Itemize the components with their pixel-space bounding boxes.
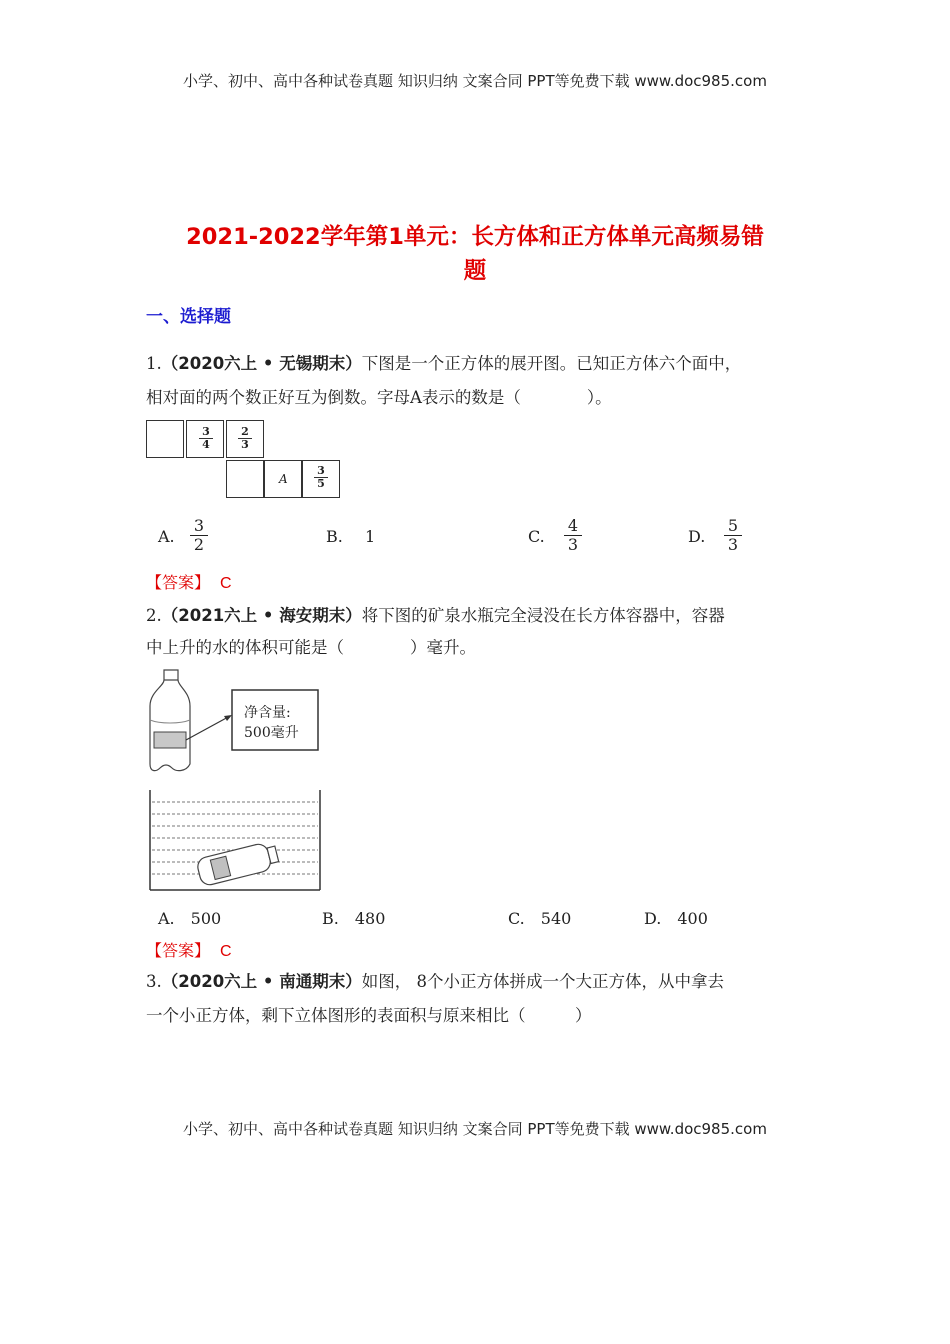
q3-number: 3.: [146, 972, 162, 991]
q1-text-1: 下图是一个正方体的展开图。已知正方体六个面中，: [361, 354, 742, 373]
page-footer: 小学、初中、高中各种试卷真题 知识归纳 文案合同 PPT等免费下载 www.doc985.com: [183, 1120, 767, 1138]
q2-answer-value: C: [220, 943, 232, 960]
bottle-label-line-2: 500毫升: [244, 725, 299, 741]
net-letter-a: A: [279, 472, 288, 486]
q2-line-2: 中上升的水的体积可能是（ ）毫升。: [146, 638, 476, 657]
q2-number: 2.: [146, 606, 162, 625]
q2-option-b: B. 480: [322, 909, 386, 928]
q1-option-c-label: C.: [528, 527, 545, 546]
q1-option-a-label: A.: [158, 527, 175, 546]
q3-text-1: 如图， 8个小正方体拼成一个大正方体，从中拿去: [361, 972, 724, 991]
bottle-label-text: [244, 703, 299, 743]
q1-option-d-fraction: $\frac{5}{3}$: [724, 517, 742, 554]
q2-option-a: A. 500: [158, 909, 222, 928]
q1-option-b-label: B.: [326, 527, 343, 546]
q2-answer-label: 【答案】: [146, 941, 211, 960]
container-figure: [146, 788, 326, 894]
q1-option-a-fraction: $\frac{3}{2}$: [190, 517, 208, 554]
page-header: 小学、初中、高中各种试卷真题 知识归纳 文案合同 PPT等免费下载 www.doc985.com: [183, 72, 767, 90]
q2-source: （2021六上 • 海安期末）: [161, 606, 362, 625]
q3-line-2: 一个小正方体，剩下立体图形的表面积与原来相比（ ）: [146, 1006, 592, 1025]
q1-option-c-fraction: $\frac{4}{3}$: [564, 517, 582, 554]
q2-answer: [146, 938, 232, 961]
q1-option-b-value: 1: [365, 527, 376, 546]
net-cell-blank: [146, 420, 184, 458]
net-fraction-1: 3 4: [199, 426, 213, 451]
net-fraction-3: 3 5: [314, 465, 328, 490]
bottle-label-figure: [146, 664, 326, 776]
q1-line-2: 相对面的两个数正好互为倒数。字母A表示的数是（ ）。: [146, 388, 612, 407]
q1-line-1: [146, 352, 741, 376]
q3-source: （2020六上 • 南通期末）: [161, 972, 362, 991]
q2-option-d: D. 400: [644, 909, 708, 928]
q1-option-d-label: D.: [688, 527, 706, 546]
q3-line-1: [146, 970, 724, 994]
q2-option-c: C. 540: [508, 909, 572, 928]
q1-answer: [146, 570, 232, 593]
title-line-1: 2021-2022学年第1单元：长方体和正方体单元高频易错: [186, 224, 764, 250]
q2-text-1: 将下图的矿泉水瓶完全浸没在长方体容器中，容器: [361, 606, 725, 625]
q1-number: 1.: [146, 354, 162, 373]
q1-source: （2020六上 • 无锡期末）: [161, 354, 362, 373]
title-line-2: 题: [463, 258, 487, 284]
net-cell-blank-2: [226, 460, 264, 498]
section-heading: 一、选择题: [146, 307, 231, 327]
q1-answer-value: C: [220, 575, 232, 592]
q1-answer-label: 【答案】: [146, 573, 211, 592]
bottle-label-line-1: 净含量:: [244, 705, 291, 721]
net-fraction-2: 2 3: [238, 426, 252, 451]
q2-line-1: [146, 604, 725, 628]
